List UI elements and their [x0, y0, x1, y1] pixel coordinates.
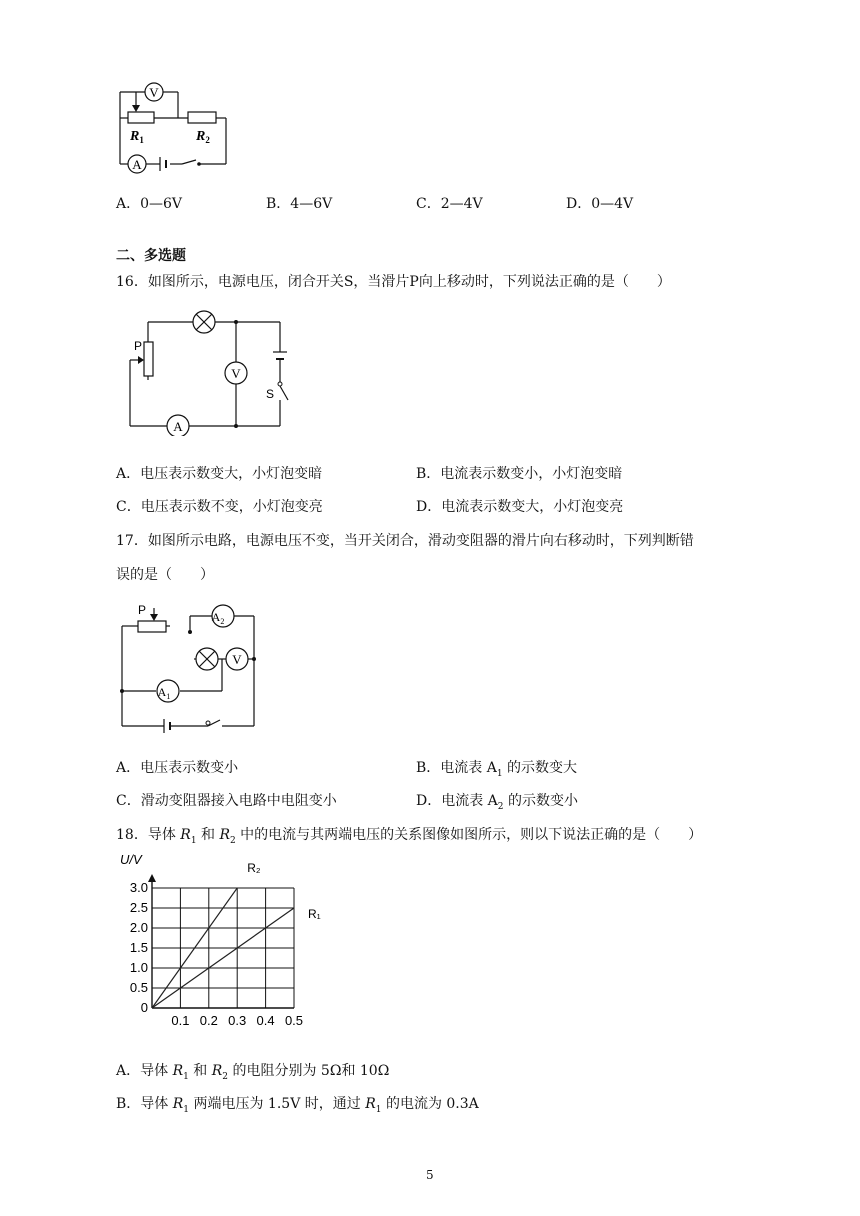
- q17-option-b[interactable]: B．电流表 $A_1$ 的示数变大: [416, 760, 578, 779]
- ammeter-label: A: [173, 419, 183, 434]
- y-tick-label: 2.5: [129, 900, 148, 915]
- y-axis-arrow: [148, 874, 156, 882]
- q18-iu-chart: [110, 848, 350, 1038]
- q16-option-d[interactable]: D．电流表示数变大，小灯泡变亮: [416, 499, 624, 515]
- y-tick-label: 0: [140, 1000, 148, 1015]
- q17-option-c[interactable]: C．滑动变阻器接入电路中电阻变小: [116, 793, 337, 809]
- q16-circuit-diagram: [120, 308, 292, 436]
- r2-label: $R_2$: [196, 129, 210, 145]
- q18-option-a[interactable]: A．导体 $R_1$ 和 $R_2$ 的电阻分别为 5Ω和 10Ω: [116, 1063, 390, 1082]
- x-tick-label: 0.4: [256, 1013, 275, 1028]
- chart-grid: [152, 888, 294, 1008]
- voltmeter-label: V: [149, 85, 159, 100]
- y-tick-label: 0.5: [129, 980, 148, 995]
- chart-series: [152, 861, 321, 1008]
- series-label: R₂: [247, 861, 261, 875]
- q16-stem: 16．如图所示，电源电压，闭合开关S，当滑片P向上移动时，下列说法正确的是（ ）: [116, 274, 671, 290]
- q15-circuit-diagram: [110, 74, 240, 178]
- r1-label: $R_1$: [130, 129, 144, 145]
- q18-option-b[interactable]: B．导体 $R_1$ 两端电压为 1.5V 时，通过 $R_1$ 的电流为 0.3A: [116, 1096, 479, 1115]
- x-tick-label: 0.5: [284, 1013, 304, 1028]
- y-tick-label: 2.0: [129, 920, 148, 935]
- q17-stem-line1: 17．如图所示电路，电源电压不变，当开关闭合，滑动变阻器的滑片向右移动时，下列判断错: [116, 533, 694, 549]
- series-line: [152, 908, 294, 1008]
- voltmeter-label: V: [231, 366, 241, 381]
- series-label: R₁: [308, 907, 321, 921]
- q15-option-b[interactable]: B．4—6V: [266, 196, 333, 212]
- q15-option-c[interactable]: C．2—4V: [416, 196, 483, 212]
- q18-stem: 18．导体 $R_1$ 和 $R_2$ 中的电流与其两端电压的关系图像如图所示，则以下说法正确的是（ ）: [116, 827, 703, 846]
- voltmeter-label: V: [232, 652, 242, 667]
- q16-option-c[interactable]: C．电压表示数不变，小灯泡变亮: [116, 499, 323, 515]
- q17-circuit-diagram: [112, 600, 264, 734]
- section-title: 二、多选题: [116, 248, 186, 264]
- slider-p-label: P: [134, 339, 143, 353]
- ammeter-a2-label: $A_2$: [211, 610, 225, 626]
- x-tick-label: 0.2: [199, 1013, 218, 1028]
- ammeter-a1-label: $A_1$: [157, 685, 171, 701]
- y-tick-label: 1.0: [129, 960, 148, 975]
- q17-stem-line2: 误的是（ ）: [116, 567, 214, 583]
- q16-option-a[interactable]: A．电压表示数变大，小灯泡变暗: [116, 466, 323, 482]
- page-number: 5: [426, 1168, 434, 1182]
- x-tick-label: 0.1: [171, 1013, 190, 1028]
- ammeter-label: A: [132, 157, 142, 172]
- slider-p-label: P: [138, 603, 147, 617]
- q15-option-d[interactable]: D．0—4V: [566, 196, 634, 212]
- q15-option-a[interactable]: A．0—6V: [116, 196, 183, 212]
- q16-option-b[interactable]: B．电流表示数变小，小灯泡变暗: [416, 466, 623, 482]
- y-axis-label: U/V: [120, 852, 142, 867]
- y-tick-label: 1.5: [129, 940, 148, 955]
- y-tick-label: 3.0: [129, 880, 148, 895]
- q17-option-d[interactable]: D．电流表 $A_2$ 的示数变小: [416, 793, 578, 812]
- switch-s-label: S: [266, 387, 275, 401]
- x-tick-label: 0.3: [228, 1013, 247, 1028]
- q17-option-a[interactable]: A．电压表示数变小: [116, 760, 239, 776]
